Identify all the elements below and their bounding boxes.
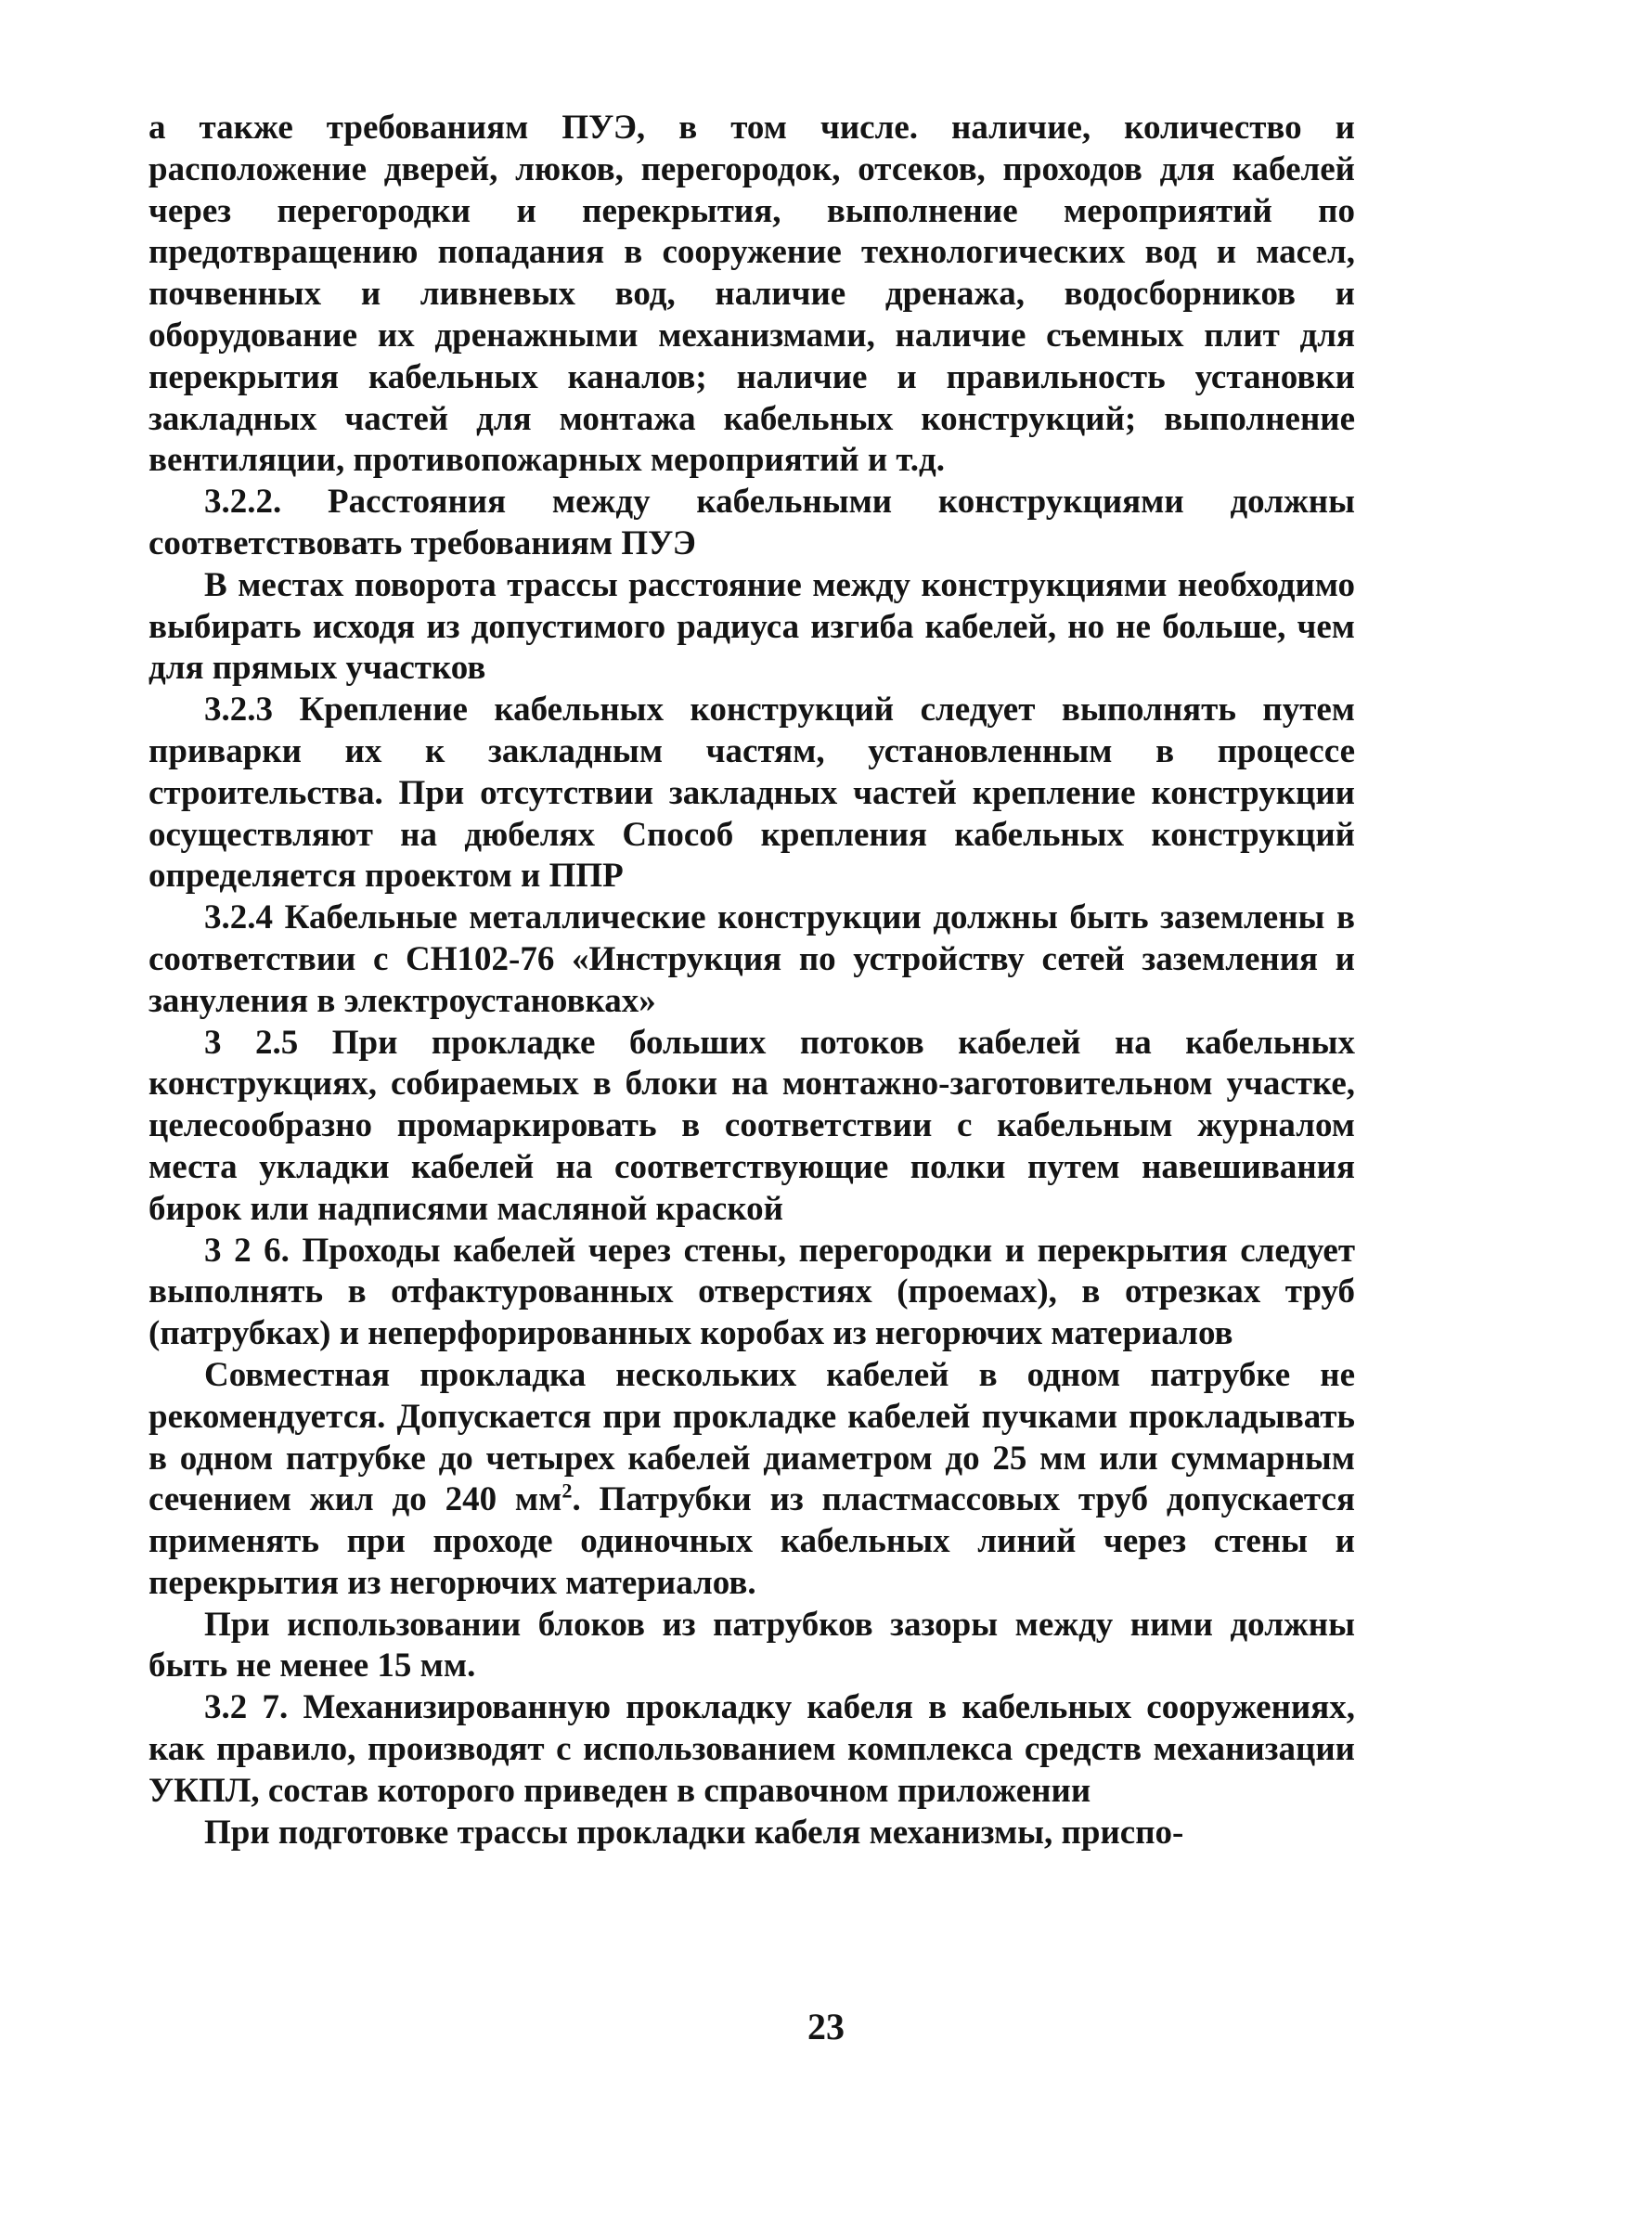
paragraph-blocks-gaps: При использовании блоков из патрубков зазоры между ними должны быть не менее 15 мм. [148,1605,1355,1685]
paragraph-3-2-6: 3 2 6. Проходы кабелей через стены, перегородки и перекрытия следует выполнять в отфактурованных отверстиях (проемах), в отрезках труб (патрубках) и неперфорированных коробах из негорючих материалов [148,1231,1355,1353]
superscript-squared: 2 [561,1479,573,1503]
paragraph-3-2-4: 3.2.4 Кабельные металлические конструкции должны быть заземлены в соответствии с СН102-76 «Инструкция по устройству сетей заземления и зануления в электроустановках» [148,898,1355,1020]
paragraph-preparation: При подготовке трассы прокладки кабеля механизмы, приспо- [204,1813,1184,1852]
paragraph-joint-laying-part1: Совместная прокладка нескольких кабелей в одном патрубке не рекомендуется. Допускается при прокладке кабелей пучками прокладывать в одном патрубке до четырех кабелей диаметром до 25 мм или суммарным сечением жил до 240 мм [148,1355,1355,1519]
paragraph-turns: В местах поворота трассы расстояние между конструкциями необходимо выбирать исходя из допустимого радиуса изгиба кабелей, но не больше, чем для прямых участков [148,565,1355,688]
paragraph-joint-laying-part2: . Патрубки из пластмассовых труб допускается применять при проходе одиночных кабельных линий через стены и перекрытия из негорючих материалов. [148,1480,1356,1602]
paragraph-3-2-3: 3.2.3 Крепление кабельных конструкций следует выполнять путем приварки их к закладным частям, установленным в процессе строительства. При отсутствии закладных частей крепление конструкции осуществляют на дюбелях Способ крепления кабельных конструкций определяется проектом и ППР [148,691,1355,896]
paragraph-3-2-7: 3.2 7. Механизированную прокладку кабеля в кабельных сооружениях, как правило, производят с использованием комплекса средств механизации УКПЛ, состав которого приведен в справочном приложении [148,1688,1355,1810]
paragraph-intro: а также требованиям ПУЭ, в том числе. наличие, количество и расположение дверей, люков, перегородок, отсеков, проходов для кабелей через перегородки и перекрытия, выполнение мероприятий по предотвращению попадания в сооружение технологических вод и масел, почвенных и ливневых вод, наличие дренажа, водосборников и оборудование их дренажными механизмами, наличие съемных плит для перекрытия кабельных каналов; наличие и правильность установки закладных частей для монтажа кабельных конструкций; выполнение вентиляции, противопожарных мероприятий и т.д. [148,109,1355,480]
document-body [148,108,1355,1853]
paragraph-3-2-5: 3 2.5 При прокладке больших потоков кабелей на кабельных конструкциях, собираемых в блоки на монтажно-заготовительном участке, целесообразно промаркировать в соответствии с кабельным журналом места укладки кабелей на соответствующие полки путем навешивания бирок или надписями масляной краской [148,1023,1355,1228]
paragraph-3-2-2: 3.2.2. Расстояния между кабельными конструкциями должны соответствовать требованиям ПУЭ [148,483,1355,562]
page-number: 23 [807,2006,845,2047]
paragraph-joint-laying [148,1355,1355,1605]
